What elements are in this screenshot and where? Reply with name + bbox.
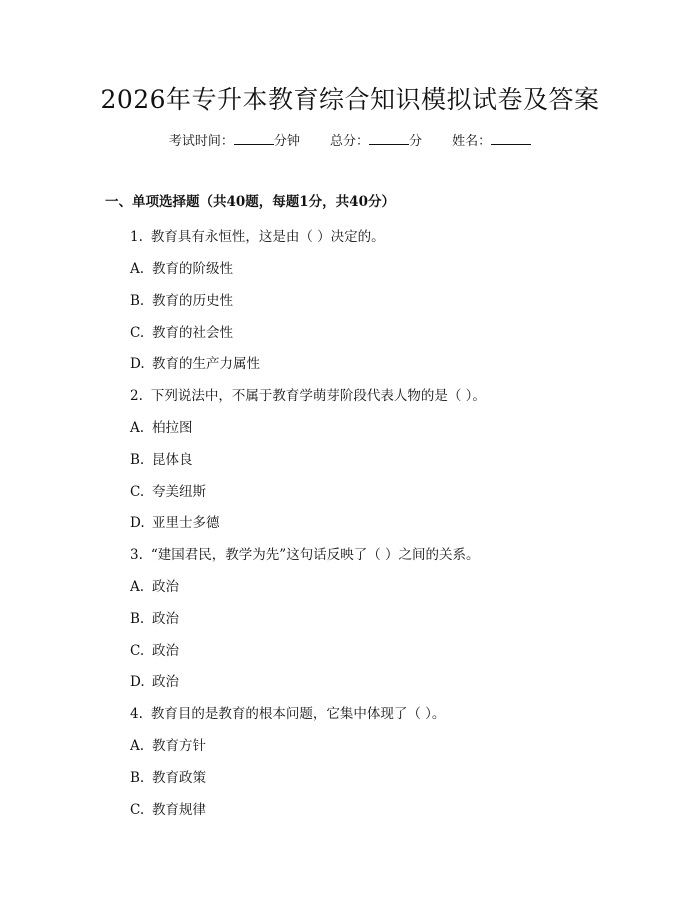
option-letter: B. <box>130 611 145 627</box>
option-text: 柏拉图 <box>152 420 193 436</box>
option-text: 政治 <box>152 674 179 690</box>
question-number: 2. <box>130 388 143 404</box>
option-2d <box>130 511 220 531</box>
question-text: “建国君民，教学为先”这句话反映了（ ）之间的关系。 <box>150 547 480 563</box>
section-heading: 一、单项选择题（共40题，每题1分，共40分） <box>105 194 395 210</box>
option-text: 昆体良 <box>152 452 193 468</box>
option-2c <box>130 480 206 500</box>
option-letter: A. <box>130 579 145 595</box>
option-letter: A. <box>130 261 145 277</box>
option-3d <box>130 670 179 690</box>
page-title: 2026年专升本教育综合知识模拟试卷及答案 <box>100 85 600 114</box>
option-1b <box>130 289 233 309</box>
option-text: 教育规律 <box>152 802 206 818</box>
option-text: 夸美纽斯 <box>152 484 206 500</box>
question-text: 下列说法中，不属于教育学萌芽阶段代表人物的是（ ）。 <box>150 388 486 404</box>
question-2 <box>130 384 486 404</box>
option-text: 教育方针 <box>152 738 206 754</box>
exam-time-blank <box>234 132 274 145</box>
option-letter: C. <box>130 802 145 818</box>
option-letter: C. <box>130 325 145 341</box>
question-text: 教育目的是教育的根本问题，它集中体现了（ ）。 <box>150 706 446 722</box>
option-text: 政治 <box>152 579 179 595</box>
option-1c <box>130 321 233 341</box>
total-score-blank <box>369 132 409 145</box>
question-number: 4. <box>130 706 143 722</box>
student-name-field <box>452 134 531 149</box>
option-letter: C. <box>130 484 145 500</box>
option-text: 亚里士多德 <box>152 515 220 531</box>
option-letter: D. <box>130 356 145 372</box>
question-number: 1. <box>130 229 143 245</box>
option-text: 教育的社会性 <box>152 325 233 341</box>
option-2a <box>130 416 193 436</box>
option-text: 教育的阶级性 <box>152 261 233 277</box>
total-score-field <box>330 134 426 149</box>
option-1d <box>130 352 260 372</box>
option-letter: B. <box>130 293 145 309</box>
option-letter: D. <box>130 674 145 690</box>
option-2b <box>130 448 193 468</box>
total-score-label: 总分： <box>329 134 369 149</box>
option-3c <box>130 639 179 659</box>
option-4c <box>130 798 206 818</box>
total-score-unit: 分 <box>409 134 423 149</box>
question-number: 3. <box>130 547 143 563</box>
option-text: 教育的历史性 <box>152 293 233 309</box>
option-4a <box>130 734 206 754</box>
option-letter: C. <box>130 643 145 659</box>
option-text: 教育的生产力属性 <box>152 356 260 372</box>
question-4 <box>130 702 445 722</box>
option-letter: B. <box>130 770 145 786</box>
question-3 <box>130 543 480 563</box>
question-1 <box>130 225 385 245</box>
option-1a <box>130 257 233 277</box>
option-text: 教育政策 <box>152 770 206 786</box>
option-3b <box>130 607 179 627</box>
exam-time-unit: 分钟 <box>273 134 300 149</box>
exam-info-line <box>0 130 700 149</box>
option-text: 政治 <box>152 611 179 627</box>
option-4b <box>130 766 206 786</box>
student-name-label: 姓名： <box>452 134 492 149</box>
option-letter: B. <box>130 452 145 468</box>
question-text: 教育具有永恒性，这是由（ ）决定的。 <box>150 229 385 245</box>
option-3a <box>130 575 179 595</box>
exam-time-field <box>169 134 304 149</box>
option-letter: D. <box>130 515 145 531</box>
option-letter: A. <box>130 738 145 754</box>
option-text: 政治 <box>152 643 179 659</box>
option-letter: A. <box>130 420 145 436</box>
exam-time-label: 考试时间： <box>168 134 234 149</box>
student-name-blank <box>491 132 531 145</box>
